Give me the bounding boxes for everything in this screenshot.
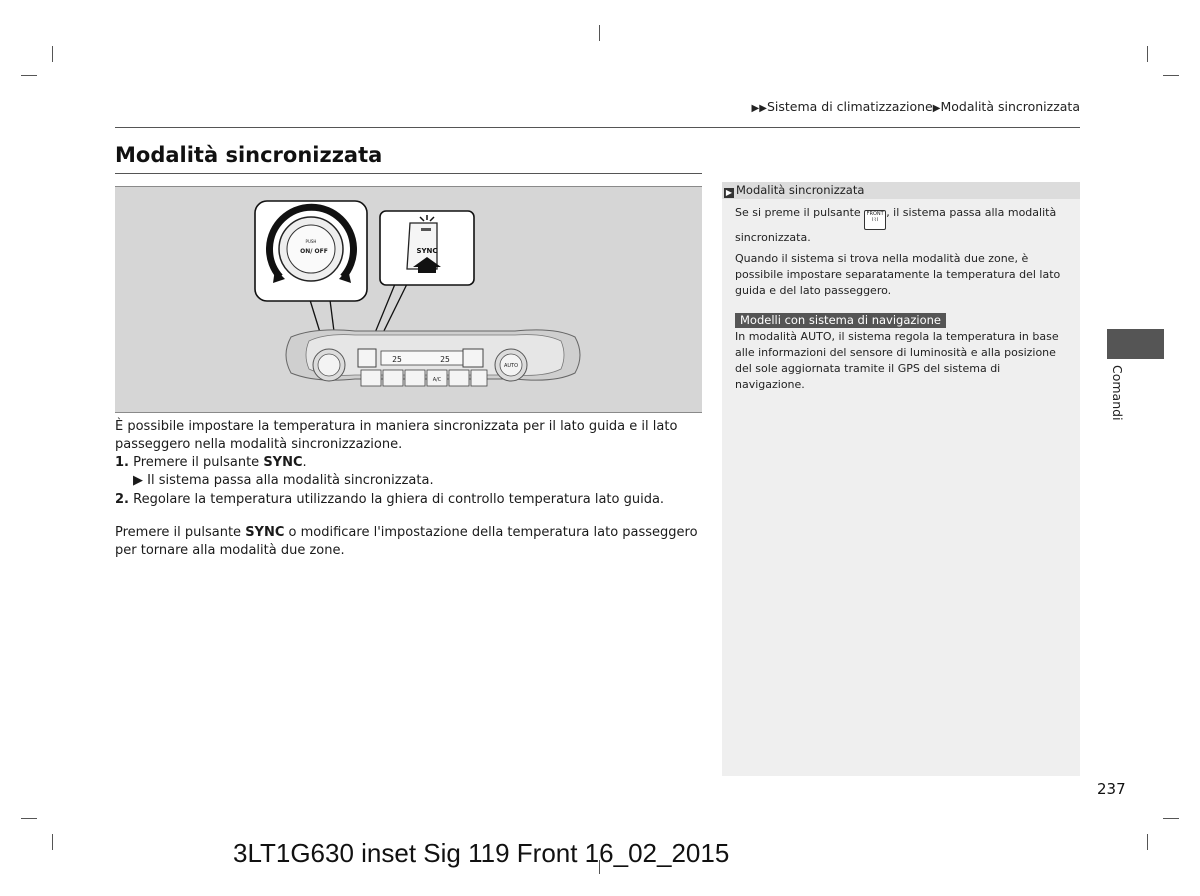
sidebar-text: Se si preme il pulsante (735, 206, 865, 219)
climate-control-illustration (115, 186, 702, 413)
result-arrow-icon: ▶ (133, 473, 143, 488)
outro-text-end: o modificare l'impostazione della temperatura lato passeggero per tornare alla modalità due zone. (115, 525, 698, 558)
header-rule (115, 127, 1080, 128)
sidebar-header (722, 182, 1080, 199)
page-number: 237 (1097, 780, 1126, 798)
section-tab-label (1097, 365, 1137, 435)
sidebar-note (722, 182, 1080, 776)
result-text: Il sistema passa alla modalità sincronizzata. (147, 473, 434, 488)
sidebar-text: , il sistema passa alla modalità sincronizzata. (735, 206, 1057, 244)
step-text: Premere il pulsante (133, 455, 264, 470)
breadcrumb-item: Sistema di climatizzazione (766, 99, 933, 114)
crop-mark (52, 834, 53, 850)
sidebar-header-label: Modalità sincronizzata (736, 183, 865, 197)
sync-keyword: SYNC (263, 455, 303, 470)
step-number: 2. (115, 492, 129, 507)
dial-onoff-label: ON/ OFF (300, 248, 328, 255)
page-title: Modalità sincronizzata (115, 143, 383, 167)
step-text: Regolare la temperatura utilizzando la ghiera di controllo temperatura lato guida. (133, 492, 665, 507)
sidebar-paragraph-1 (735, 205, 1070, 246)
crop-mark (1163, 818, 1179, 819)
step-number: 1. (115, 455, 129, 470)
breadcrumb-arrow-icon: ▶ (932, 103, 941, 114)
step-1 (115, 454, 715, 472)
auto-knob-label: AUTO (503, 363, 519, 369)
crop-mark (52, 46, 53, 62)
title-rule (115, 173, 702, 174)
reference-arrow-icon: ▶ (725, 188, 733, 197)
outro-paragraph (115, 524, 705, 560)
step-text-end: . (302, 455, 307, 470)
breadcrumb (752, 99, 1080, 114)
step-2 (115, 491, 715, 509)
sync-keyword: SYNC (245, 525, 285, 540)
sidebar-paragraph-2: Quando il sistema si trova nella modalità due zone, è possibile impostare separatamente la temperatura del lato guida e del lato passeggero. (735, 252, 1061, 297)
outro-text: Premere il pulsante (115, 525, 246, 540)
dial-push-label: PUSH (305, 239, 317, 244)
section-tab (1107, 329, 1164, 359)
crop-mark (599, 25, 600, 41)
step-1-result (133, 472, 733, 490)
ac-button-label: A/C (432, 377, 442, 383)
crop-mark (1147, 46, 1148, 62)
display-left-temp: 25 (392, 355, 402, 364)
front-icon-label: FRONT (866, 211, 884, 217)
sidebar-paragraph-3: In modalità AUTO, il sistema regola la temperatura in base alle informazioni del sensore di luminosità e alla posizione del sole aggiornata tramite il GPS del sistema di navigazione. (735, 330, 1059, 391)
breadcrumb-item: Modalità sincronizzata (940, 99, 1080, 114)
navigation-models-tag: Modelli con sistema di navigazione (735, 313, 946, 328)
intro-paragraph: È possibile impostare la temperatura in maniera sincronizzata per il lato guida e il lato passeggero nella modalità sincronizzazione. (115, 419, 678, 452)
sync-button-label: SYNC (416, 247, 438, 255)
section-tab-text: Comandi (1110, 365, 1125, 421)
front-defrost-icon: FRONT ⌇⌇⌇ (864, 210, 886, 230)
breadcrumb-arrow-icon: ▶▶ (751, 103, 767, 114)
crop-mark (1163, 75, 1179, 76)
print-footer: 3LT1G630 inset Sig 119 Front 16_02_2015 (233, 838, 730, 868)
climate-panel-drawing (115, 187, 702, 412)
display-right-temp: 25 (440, 355, 450, 364)
crop-mark (1147, 834, 1148, 850)
crop-mark (21, 75, 37, 76)
crop-mark (21, 818, 37, 819)
